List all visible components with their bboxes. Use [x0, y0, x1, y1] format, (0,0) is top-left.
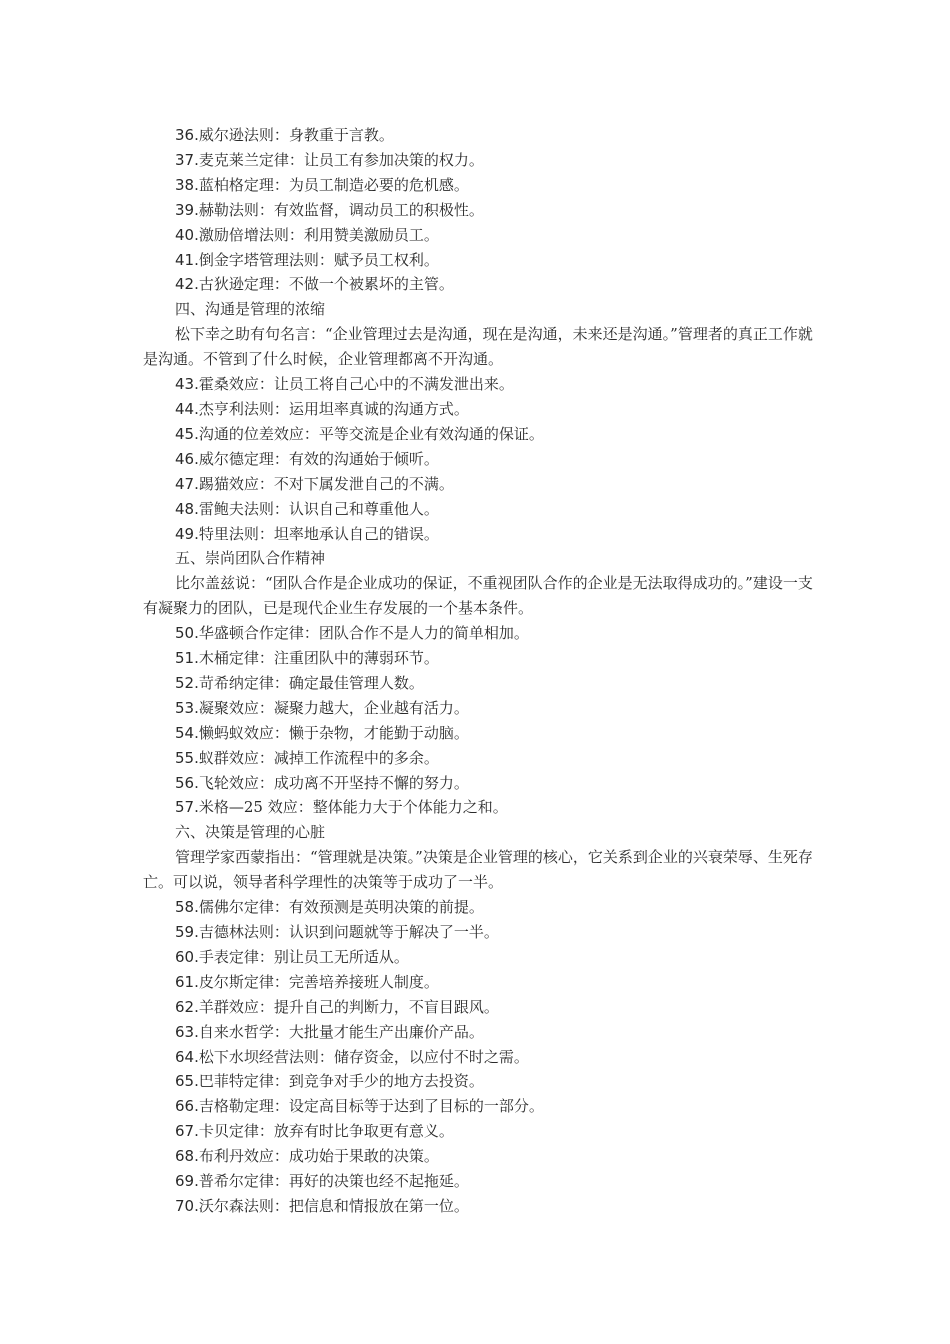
item-number: 57. — [175, 798, 199, 817]
item-number: 67. — [175, 1122, 199, 1141]
item-text: 飞轮效应：成功离不开坚持不懈的努力。 — [198, 773, 469, 792]
item-number: 70. — [175, 1196, 199, 1215]
item-text: 麦克莱兰定律：让员工有参加决策的权力。 — [198, 150, 484, 169]
list-item — [143, 621, 813, 646]
list-item — [143, 148, 813, 173]
item-text: 皮尔斯定律：完善培养接班人制度。 — [198, 972, 439, 991]
list-item — [143, 1169, 813, 1194]
item-number: 69. — [175, 1172, 199, 1191]
list-item — [143, 173, 813, 198]
item-text: 卡贝定律：放弃有时比争取更有意义。 — [198, 1122, 454, 1141]
item-number: 64. — [175, 1047, 199, 1066]
item-number: 56. — [175, 773, 199, 792]
section-heading: 六、决策是管理的心脏 — [175, 823, 326, 842]
item-text: 羊群效应：提升自己的判断力，不盲目跟风。 — [198, 997, 499, 1016]
item-number: 66. — [175, 1097, 199, 1116]
list-item — [143, 1119, 813, 1144]
item-number: 54. — [175, 723, 199, 742]
item-text: 威尔逊法则：身教重于言教。 — [198, 126, 394, 144]
item-number: 51. — [175, 649, 199, 668]
list-item — [143, 895, 813, 920]
item-text: 特里法则：坦率地承认自己的错误。 — [198, 524, 439, 543]
item-text: 凝聚效应：凝聚力越大，企业越有活力。 — [198, 698, 469, 717]
item-text: 手表定律：别让员工无所适从。 — [198, 947, 409, 966]
item-number: 43. — [175, 375, 199, 394]
list-item — [143, 696, 813, 721]
item-text: 蓝柏格定理：为员工制造必要的危机感。 — [198, 175, 469, 194]
list-item — [143, 1144, 813, 1169]
list-item — [143, 970, 813, 995]
item-text: 赫勒法则：有效监督，调动员工的积极性。 — [198, 200, 484, 219]
item-text: 沟通的位差效应：平等交流是企业有效沟通的保证。 — [198, 424, 544, 443]
list-item — [143, 198, 813, 223]
item-text: 米格—25 效应：整体能力大于个体能力之和。 — [198, 798, 508, 817]
list-item — [143, 771, 813, 796]
item-text: 威尔德定理：有效的沟通始于倾听。 — [198, 449, 439, 468]
item-text: 吉德林法则：认识到问题就等于解决了一半。 — [198, 923, 499, 941]
item-text: 木桶定律：注重团队中的薄弱环节。 — [198, 649, 439, 668]
item-number: 46. — [175, 449, 199, 468]
list-item — [143, 522, 813, 547]
item-number: 53. — [175, 698, 199, 717]
item-number: 40. — [175, 225, 199, 244]
list-item — [143, 422, 813, 447]
item-number: 55. — [175, 748, 199, 767]
item-number: 61. — [175, 972, 199, 991]
list-item — [143, 1069, 813, 1094]
item-text: 巴菲特定律：到竞争对手少的地方去投资。 — [198, 1072, 484, 1091]
list-item — [143, 746, 813, 771]
list-item — [143, 497, 813, 522]
item-text: 华盛顿合作定律：团队合作不是人力的简单相加。 — [198, 624, 529, 643]
list-item — [143, 472, 813, 497]
item-number: 41. — [175, 250, 199, 269]
item-number: 63. — [175, 1022, 199, 1041]
list-item — [143, 397, 813, 422]
section-heading: 四、沟通是管理的浓缩 — [175, 300, 326, 319]
list-item — [143, 272, 813, 297]
item-number: 68. — [175, 1147, 199, 1166]
list-item — [143, 721, 813, 746]
item-number: 60. — [175, 947, 199, 966]
item-text: 松下水坝经营法则：储存资金，以应付不时之需。 — [198, 1047, 529, 1066]
item-number: 44. — [175, 399, 199, 418]
item-number: 48. — [175, 499, 199, 518]
item-number: 36. — [175, 126, 199, 144]
document-page — [143, 123, 813, 1219]
list-item — [143, 123, 813, 148]
list-item — [143, 1020, 813, 1045]
list-item — [143, 920, 813, 945]
list-item — [143, 248, 813, 273]
item-number: 37. — [175, 150, 199, 169]
item-number: 59. — [175, 923, 199, 941]
item-number: 62. — [175, 997, 199, 1016]
item-text: 古狄逊定理：不做一个被累坏的主管。 — [198, 275, 454, 294]
item-number: 38. — [175, 175, 199, 194]
section-heading: 五、崇尚团队合作精神 — [175, 549, 326, 568]
list-item — [143, 1094, 813, 1119]
item-number: 50. — [175, 624, 199, 643]
section-intro: 管理学家西蒙指出：“管理就是决策。”决策是企业管理的核心，它关系到企业的兴衰荣辱、生死存亡。可以说，领导者科学理性的决策等于成功了一半。 — [143, 848, 813, 892]
list-item — [143, 1194, 813, 1219]
item-text: 懒蚂蚁效应：懒于杂物，才能勤于动脑。 — [198, 723, 469, 742]
section-intro: 比尔盖兹说：“团队合作是企业成功的保证，不重视团队合作的企业是无法取得成功的。”建设一支有凝聚力的团队，已是现代企业生存发展的一个基本条件。 — [143, 574, 813, 618]
item-number: 52. — [175, 673, 199, 692]
item-text: 杰亨利法则：运用坦率真诚的沟通方式。 — [198, 399, 469, 418]
list-item — [143, 223, 813, 248]
item-number: 42. — [175, 275, 199, 294]
item-text: 沃尔森法则：把信息和情报放在第一位。 — [198, 1196, 469, 1215]
item-text: 苛希纳定律：确定最佳管理人数。 — [198, 673, 424, 692]
item-text: 霍桑效应：让员工将自己心中的不满发泄出来。 — [198, 375, 514, 394]
list-item — [143, 995, 813, 1020]
item-number: 45. — [175, 424, 199, 443]
item-text: 自来水哲学：大批量才能生产出廉价产品。 — [198, 1022, 484, 1041]
item-number: 39. — [175, 200, 199, 219]
item-number: 58. — [175, 898, 199, 917]
list-item — [143, 372, 813, 397]
list-item — [143, 671, 813, 696]
item-number: 49. — [175, 524, 199, 543]
item-text: 激励倍增法则：利用赞美激励员工。 — [198, 225, 439, 244]
item-text: 儒佛尔定律：有效预测是英明决策的前提。 — [198, 898, 484, 917]
item-text: 雷鲍夫法则：认识自己和尊重他人。 — [198, 499, 439, 518]
item-text: 倒金字塔管理法则：赋予员工权利。 — [198, 250, 439, 269]
section-intro: 松下幸之助有句名言：“企业管理过去是沟通，现在是沟通，未来还是沟通。”管理者的真正工作就是沟通。不管到了什么时候，企业管理都离不开沟通。 — [143, 325, 813, 369]
item-number: 65. — [175, 1072, 199, 1091]
item-text: 布利丹效应：成功始于果敢的决策。 — [198, 1147, 439, 1166]
list-item — [143, 646, 813, 671]
item-text: 普希尔定律：再好的决策也经不起拖延。 — [198, 1172, 469, 1191]
item-number: 47. — [175, 474, 199, 493]
list-item — [143, 1045, 813, 1070]
list-item — [143, 447, 813, 472]
list-item — [143, 795, 813, 820]
list-item — [143, 945, 813, 970]
item-text: 蚁群效应：减掉工作流程中的多余。 — [198, 748, 439, 767]
item-text: 踢猫效应：不对下属发泄自己的不满。 — [198, 474, 454, 493]
item-text: 吉格勒定理：设定高目标等于达到了目标的一部分。 — [198, 1097, 544, 1116]
